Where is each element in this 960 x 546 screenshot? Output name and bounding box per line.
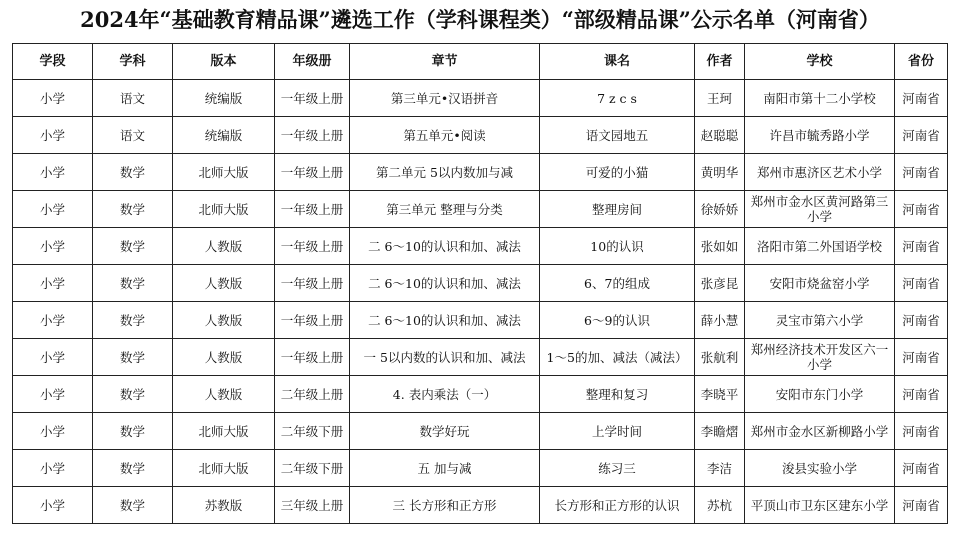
subject-cell: 数学 xyxy=(93,413,173,450)
edition-cell: 人教版 xyxy=(173,339,275,376)
lesson-cell: 10的认识 xyxy=(540,228,695,265)
chapter-cell: 一 5以内数的认识和加、减法 xyxy=(350,339,540,376)
grade-cell: 一年级上册 xyxy=(275,80,350,117)
province-cell: 河南省 xyxy=(895,376,948,413)
stage-cell: 小学 xyxy=(13,450,93,487)
stage-cell: 小学 xyxy=(13,487,93,524)
grade-cell: 一年级上册 xyxy=(275,339,350,376)
lesson-cell: 6～9的认识 xyxy=(540,302,695,339)
author-cell: 张航利 xyxy=(695,339,745,376)
edition-cell: 人教版 xyxy=(173,376,275,413)
province-cell: 河南省 xyxy=(895,117,948,154)
stage-cell: 小学 xyxy=(13,265,93,302)
province-cell: 河南省 xyxy=(895,339,948,376)
province-cell: 河南省 xyxy=(895,413,948,450)
grade-cell: 一年级上册 xyxy=(275,265,350,302)
author-cell: 李瞻熠 xyxy=(695,413,745,450)
author-cell: 张如如 xyxy=(695,228,745,265)
subject-cell: 数学 xyxy=(93,339,173,376)
stage-cell: 小学 xyxy=(13,117,93,154)
col-header-chapter: 章节 xyxy=(350,44,540,80)
chapter-cell: 第五单元•阅读 xyxy=(350,117,540,154)
school-cell: 郑州市金水区黄河路第三小学 xyxy=(745,191,895,228)
school-cell: 安阳市烧盆窑小学 xyxy=(745,265,895,302)
school-cell: 灵宝市第六小学 xyxy=(745,302,895,339)
subject-cell: 数学 xyxy=(93,154,173,191)
col-header-province: 省份 xyxy=(895,44,948,80)
author-cell: 李洁 xyxy=(695,450,745,487)
table-row xyxy=(13,413,948,450)
province-cell: 河南省 xyxy=(895,154,948,191)
edition-cell: 苏教版 xyxy=(173,487,275,524)
lesson-cell: 长方形和正方形的认识 xyxy=(540,487,695,524)
table-row xyxy=(13,376,948,413)
edition-cell: 北师大版 xyxy=(173,154,275,191)
lesson-cell: 整理和复习 xyxy=(540,376,695,413)
province-cell: 河南省 xyxy=(895,80,948,117)
stage-cell: 小学 xyxy=(13,154,93,191)
edition-cell: 北师大版 xyxy=(173,413,275,450)
edition-cell: 统编版 xyxy=(173,80,275,117)
chapter-cell: 二 6～10的认识和加、减法 xyxy=(350,228,540,265)
grade-cell: 一年级上册 xyxy=(275,302,350,339)
table-row xyxy=(13,80,948,117)
stage-cell: 小学 xyxy=(13,191,93,228)
chapter-cell: 第三单元•汉语拼音 xyxy=(350,80,540,117)
chapter-cell: 4. 表内乘法（一） xyxy=(350,376,540,413)
grade-cell: 三年级上册 xyxy=(275,487,350,524)
grade-cell: 二年级上册 xyxy=(275,376,350,413)
grade-cell: 一年级上册 xyxy=(275,191,350,228)
subject-cell: 数学 xyxy=(93,376,173,413)
subject-cell: 数学 xyxy=(93,302,173,339)
grade-cell: 二年级下册 xyxy=(275,450,350,487)
page-title: 2024年“基础教育精品课”遴选工作（学科课程类）“部级精品课”公示名单（河南省） xyxy=(80,7,880,32)
edition-cell: 人教版 xyxy=(173,302,275,339)
author-cell: 黄明华 xyxy=(695,154,745,191)
lesson-cell: 6、7的组成 xyxy=(540,265,695,302)
subject-cell: 数学 xyxy=(93,265,173,302)
lesson-cell: 整理房间 xyxy=(540,191,695,228)
grade-cell: 二年级下册 xyxy=(275,413,350,450)
school-cell: 安阳市东门小学 xyxy=(745,376,895,413)
col-header-lesson: 课名 xyxy=(540,44,695,80)
lesson-cell: 练习三 xyxy=(540,450,695,487)
chapter-cell: 三 长方形和正方形 xyxy=(350,487,540,524)
lesson-cell: 1～5的加、减法（减法） xyxy=(540,339,695,376)
author-cell: 苏杭 xyxy=(695,487,745,524)
chapter-cell: 第二单元 5以内数加与减 xyxy=(350,154,540,191)
school-cell: 郑州经济技术开发区六一小学 xyxy=(745,339,895,376)
col-header-grade: 年级册 xyxy=(275,44,350,80)
table-row xyxy=(13,154,948,191)
lesson-cell: 上学时间 xyxy=(540,413,695,450)
subject-cell: 语文 xyxy=(93,117,173,154)
stage-cell: 小学 xyxy=(13,376,93,413)
lesson-cell: 7 z c s xyxy=(540,80,695,117)
author-cell: 张彦昆 xyxy=(695,265,745,302)
school-cell: 郑州市惠济区艺术小学 xyxy=(745,154,895,191)
table-row xyxy=(13,117,948,154)
col-header-subject: 学科 xyxy=(93,44,173,80)
chapter-cell: 二 6～10的认识和加、减法 xyxy=(350,302,540,339)
school-cell: 郑州市金水区新柳路小学 xyxy=(745,413,895,450)
table-row xyxy=(13,339,948,376)
data-table xyxy=(12,43,948,524)
col-header-stage: 学段 xyxy=(13,44,93,80)
edition-cell: 统编版 xyxy=(173,117,275,154)
school-cell: 南阳市第十二小学校 xyxy=(745,80,895,117)
chapter-cell: 第三单元 整理与分类 xyxy=(350,191,540,228)
lesson-cell: 语文园地五 xyxy=(540,117,695,154)
author-cell: 王珂 xyxy=(695,80,745,117)
province-cell: 河南省 xyxy=(895,450,948,487)
table-row xyxy=(13,191,948,228)
stage-cell: 小学 xyxy=(13,302,93,339)
subject-cell: 数学 xyxy=(93,450,173,487)
author-cell: 薛小慧 xyxy=(695,302,745,339)
subject-cell: 语文 xyxy=(93,80,173,117)
school-cell: 洛阳市第二外国语学校 xyxy=(745,228,895,265)
province-cell: 河南省 xyxy=(895,302,948,339)
author-cell: 徐娇娇 xyxy=(695,191,745,228)
edition-cell: 人教版 xyxy=(173,265,275,302)
school-cell: 浚县实验小学 xyxy=(745,450,895,487)
province-cell: 河南省 xyxy=(895,265,948,302)
author-cell: 赵聪聪 xyxy=(695,117,745,154)
table-row xyxy=(13,450,948,487)
table-row xyxy=(13,302,948,339)
stage-cell: 小学 xyxy=(13,339,93,376)
chapter-cell: 二 6～10的认识和加、减法 xyxy=(350,265,540,302)
stage-cell: 小学 xyxy=(13,413,93,450)
header-row xyxy=(13,44,948,80)
grade-cell: 一年级上册 xyxy=(275,228,350,265)
lesson-cell: 可爱的小猫 xyxy=(540,154,695,191)
province-cell: 河南省 xyxy=(895,228,948,265)
stage-cell: 小学 xyxy=(13,80,93,117)
subject-cell: 数学 xyxy=(93,487,173,524)
edition-cell: 北师大版 xyxy=(173,450,275,487)
province-cell: 河南省 xyxy=(895,487,948,524)
grade-cell: 一年级上册 xyxy=(275,117,350,154)
province-cell: 河南省 xyxy=(895,191,948,228)
col-header-author: 作者 xyxy=(695,44,745,80)
col-header-edition: 版本 xyxy=(173,44,275,80)
school-cell: 平顶山市卫东区建东小学 xyxy=(745,487,895,524)
author-cell: 李晓平 xyxy=(695,376,745,413)
chapter-cell: 数学好玩 xyxy=(350,413,540,450)
edition-cell: 北师大版 xyxy=(173,191,275,228)
grade-cell: 一年级上册 xyxy=(275,154,350,191)
edition-cell: 人教版 xyxy=(173,228,275,265)
table-row xyxy=(13,265,948,302)
table-row xyxy=(13,228,948,265)
subject-cell: 数学 xyxy=(93,228,173,265)
chapter-cell: 五 加与减 xyxy=(350,450,540,487)
col-header-school: 学校 xyxy=(745,44,895,80)
subject-cell: 数学 xyxy=(93,191,173,228)
stage-cell: 小学 xyxy=(13,228,93,265)
table-row xyxy=(13,487,948,524)
school-cell: 许昌市毓秀路小学 xyxy=(745,117,895,154)
